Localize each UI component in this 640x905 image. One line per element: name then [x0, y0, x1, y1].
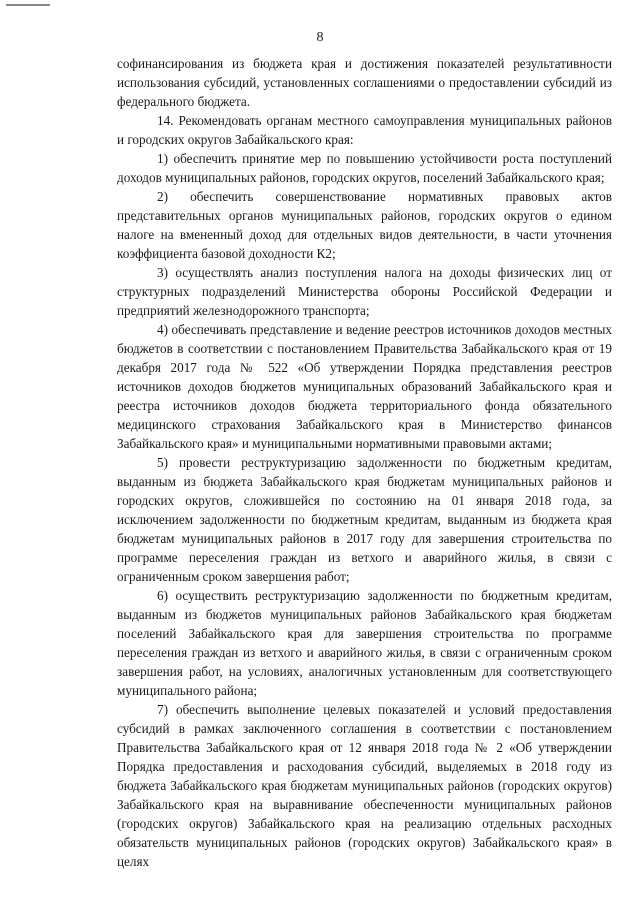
paragraph-item-14: 14. Рекомендовать органам местного самоуправления муниципальных районов и городских округов Забайкальского края: [117, 113, 612, 147]
paragraph-subitem-6: 6) осуществить реструктуризацию задолженности по бюджетным кредитам, выданным из бюджетов муниципальных районов Забайкальского края бюджетам поселений Забайкальского края для завершения строительства по программе переселения граждан из ветхого и аварийного жилья, в связи с ограниченным сроком завершения работ, на условиях, аналогичных установленным для соответствующего муниципального района; [117, 588, 612, 698]
scan-edge-mark [6, 4, 50, 6]
paragraph-subitem-7: 7) обеспечить выполнение целевых показателей и условий предоставления субсидий в рамках заключенного соглашения в соответствии с постановлением Правительства Забайкальского края от 12 января 2018 года № 2 «Об утверждении Порядка предоставления и расходования субсидий, выделяемых в 2018 году из бюджета Забайкальского края бюджетам муниципальных районов (городских округов) Забайкальского края на выравнивание обеспеченности муниципальных районов (городских округов) Забайкальского края на реализацию отдельных расходных обязательств муниципальных районов (городских округов) Забайкальского края» в целях [117, 702, 612, 869]
paragraph-subitem-5: 5) провести реструктуризацию задолженности по бюджетным кредитам, выданным из бюджета Забайкальского края бюджетам муниципальных районов и городских округов, сложившейся по состоянию на 01 января 2018 года, за исключением задолженности по бюджетным кредитам, выданным из бюджета края бюджетам муниципальных районов в 2017 году для завершения строительства по программе переселения граждан из ветхого и аварийного жилья, в связи с ограниченным сроком завершения работ; [117, 455, 612, 584]
paragraph-subitem-3: 3) осуществлять анализ поступления налога на доходы физических лиц от структурных подразделений Министерства обороны Российской Федерации и предприятий железнодорожного транспорта; [117, 265, 612, 318]
paragraph-continuation: софинансирования из бюджета края и достижения показателей результативности использования субсидий, установленных соглашениями о предоставлении субсидий из федерального бюджета. [117, 56, 612, 109]
paragraph-subitem-4: 4) обеспечивать представление и ведение реестров источников доходов местных бюджетов в соответствии с постановлением Правительства Забайкальского края от 19 декабря 2017 года № 522 «Об утверждении Порядка представления реестров источников доходов бюджетов муниципальных образований Забайкальского края и реестра источников доходов бюджета территориального фонда обязательного медицинского страхования Забайкальского края в Министерство финансов Забайкальского края» и муниципальными нормативными правовыми актами; [117, 322, 612, 451]
paragraph-subitem-2: 2) обеспечить совершенствование нормативных правовых актов представительных органов муниципальных районов, городских округов о едином налоге на вмененный доход для отдельных видов деятельности, в части уточнения коэффициента базовой доходности К2; [117, 189, 612, 261]
page-number: 8 [316, 30, 324, 45]
document-body [117, 54, 612, 871]
paragraph-subitem-1: 1) обеспечить принятие мер по повышению устойчивости роста поступлений доходов муниципальных районов, городских округов, поселений Забайкальского края; [117, 151, 612, 185]
